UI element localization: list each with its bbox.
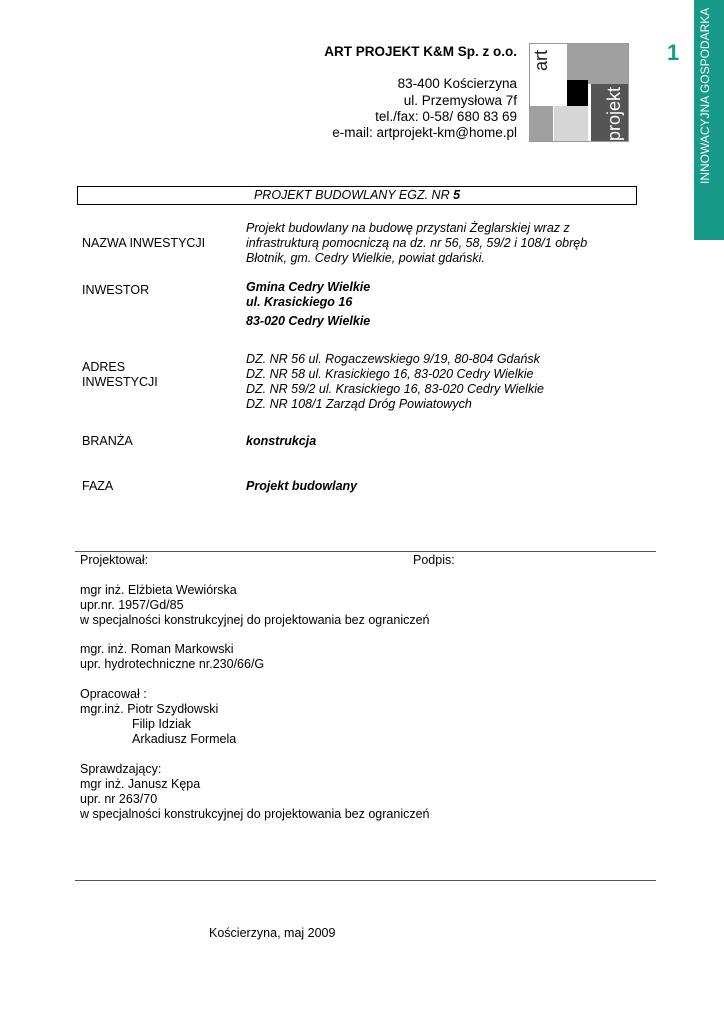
designer1-name: mgr inż. Elżbieta Wewiórska <box>80 583 237 597</box>
investor-label: INWESTOR <box>82 283 150 297</box>
prepared-by-name-2: Filip Idziak <box>132 717 192 731</box>
logo-word-art: art <box>531 49 551 71</box>
address-line-2: ul. Przemysłowa 7f <box>403 93 517 108</box>
place-date: Kościerzyna, maj 2009 <box>209 926 336 940</box>
investor-line-2: ul. Krasickiego 16 <box>246 295 353 309</box>
investment-address-line-3: DZ. NR 59/2 ul. Krasickiego 16, 83-020 Cedry Wielkie <box>246 382 544 396</box>
phase-label: FAZA <box>82 479 114 493</box>
phase-value: Projekt budowlany <box>246 479 358 493</box>
investment-address-line-2: DZ. NR 58 ul. Krasickiego 16, 83-020 Cedry Wielkie <box>246 367 534 381</box>
company-logo <box>529 43 629 142</box>
investment-address-label-2: INWESTYCJI <box>82 375 158 389</box>
project-copy-label: PROJEKT BUDOWLANY EGZ. NR <box>253 188 454 202</box>
checker-label: Sprawdzający: <box>80 762 162 776</box>
designer2-license: upr. hydrotechniczne nr.230/66/G <box>80 657 265 671</box>
prepared-by-label: Opracował : <box>80 687 147 701</box>
investment-address-line-4: DZ. NR 108/1 Zarząd Dróg Powiatowych <box>246 397 472 411</box>
checker-license: upr. nr 263/70 <box>80 792 158 806</box>
investment-address-label-1: ADRES <box>82 360 126 374</box>
designer1-specialty: w specjalności konstrukcyjnej do projektowania bez ograniczeń <box>80 613 430 627</box>
designer2-name: mgr. inż. Roman Markowski <box>80 642 234 656</box>
address-line-1: 83-400 Kościerzyna <box>397 76 517 91</box>
investment-name-line-2: infrastrukturą pomocniczą na dz. nr 56, 58, 59/2 i 108/1 obręb <box>246 236 588 250</box>
branch-value: konstrukcja <box>246 434 317 448</box>
company-name: ART PROJEKT K&M Sp. z o.o. <box>324 44 517 59</box>
investment-name-line-3: Błotnik, gm. Cedry Wielkie, powiat gdański. <box>246 251 485 265</box>
investor-line-1: Gmina Cedry Wielkie <box>246 280 371 294</box>
phone-line: tel./fax: 0-58/ 680 83 69 <box>375 109 517 124</box>
investment-name-label: NAZWA INWESTYCJI <box>82 236 206 250</box>
checker-name: mgr inż. Janusz Kępa <box>80 777 201 791</box>
side-banner-text: INNOWACYJNA GOSPODARKA <box>698 8 712 185</box>
project-copy-number: 5 <box>453 188 461 202</box>
branch-label: BRANŻA <box>82 434 133 448</box>
side-banner <box>694 0 724 240</box>
page-number: 1 <box>667 40 680 65</box>
investment-address-line-1: DZ. NR 56 ul. Rogaczewskiego 9/19, 80-804 Gdańsk <box>246 352 540 366</box>
logo-word-projekt: projekt <box>604 86 624 141</box>
signature-label: Podpis: <box>413 553 455 567</box>
designer1-license: upr.nr. 1957/Gd/85 <box>80 598 184 612</box>
email-line: e-mail: artprojekt-km@home.pl <box>332 125 517 140</box>
designed-by-label: Projektował: <box>80 553 149 567</box>
checker-specialty: w specjalności konstrukcyjnej do projektowania bez ograniczeń <box>80 807 430 821</box>
investor-line-3: 83-020 Cedry Wielkie <box>246 314 371 328</box>
investment-name-line-1: Projekt budowlany na budowę przystani Żeglarskiej wraz z <box>246 221 570 235</box>
prepared-by-name-1: mgr.inż. Piotr Szydłowski <box>80 702 219 716</box>
project-copy-box <box>77 186 637 205</box>
signature-divider-top <box>75 551 656 552</box>
signature-divider-bottom <box>75 880 656 881</box>
prepared-by-name-3: Arkadiusz Formela <box>132 732 237 746</box>
